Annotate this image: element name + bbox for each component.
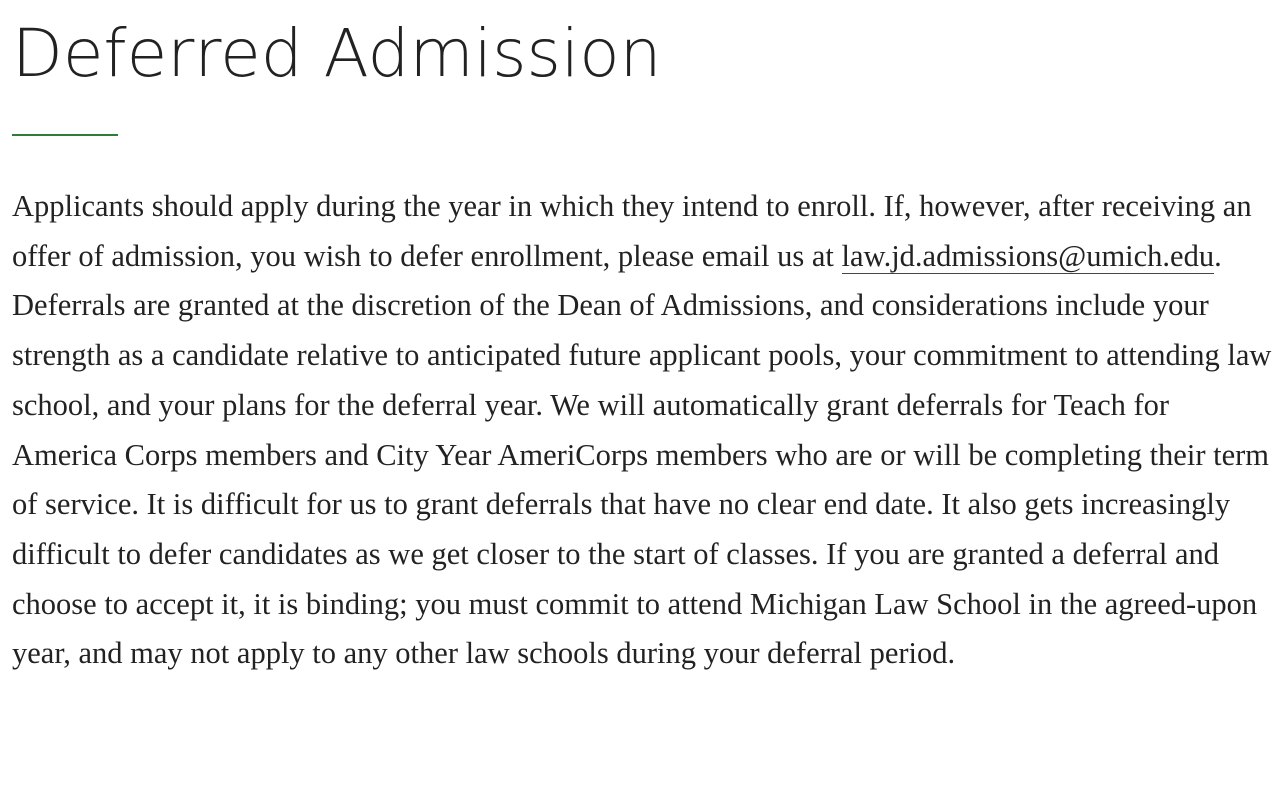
paragraph-text-intro: Applicants should apply during the year in which they intend to enroll. If, however, after receiving an offer of admission, you wish to defer enrollment, please email us at [12, 189, 1252, 273]
page-title: Deferred Admission [12, 15, 662, 92]
admissions-email-link[interactable]: law.jd.admissions@umich.edu [841, 238, 1215, 273]
title-underline-divider [12, 134, 118, 136]
deferred-admission-paragraph [12, 182, 1272, 679]
paragraph-text-body: . Deferrals are granted at the discretion of the Dean of Admissions, and considerations include your strength as a candidate relative to anticipated future applicant pools, your commitment to attending law school, and your plans for the deferral year. We will automatically grant deferrals for Teach for America Corps members and City Year AmeriCorps members who are or will be completing their term of service. It is difficult for us to grant deferrals that have no clear end date. It also gets increasingly difficult to defer candidates as we get closer to the start of classes. If you are granted a deferral and choose to accept it, it is binding; you must commit to attend Michigan Law School in the agreed-upon year, and may not apply to any other law schools during your deferral period. [12, 238, 1272, 671]
